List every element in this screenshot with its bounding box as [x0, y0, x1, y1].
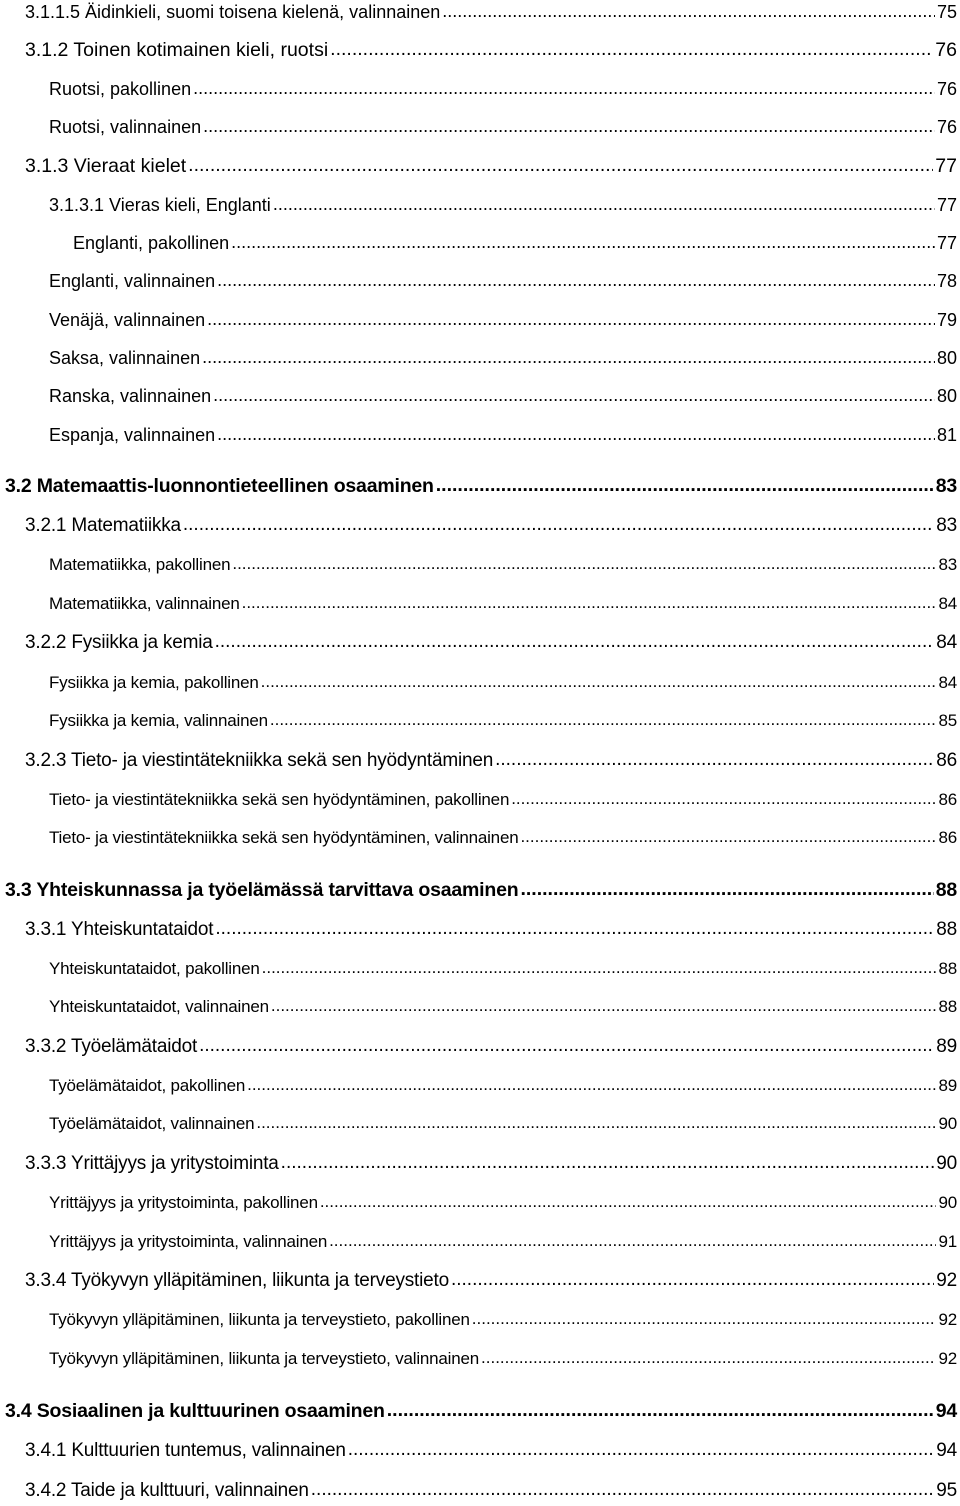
toc-entry[interactable] — [25, 919, 957, 942]
toc-entry[interactable] — [49, 828, 957, 848]
toc-entry-title: Espanja, valinnainen — [49, 425, 216, 445]
dot-leader — [520, 878, 933, 898]
toc-entry[interactable] — [25, 155, 957, 178]
toc-entry[interactable] — [49, 1310, 957, 1330]
toc-entry-page: 94 — [936, 1440, 957, 1461]
toc-entry-title: 3.2.3 Tieto- ja viestintätekniikka sekä sen hyödyntäminen — [25, 750, 494, 771]
toc-entry-title: 3.2.2 Fysiikka ja kemia — [25, 632, 213, 653]
dot-leader — [193, 78, 935, 96]
dot-leader — [183, 514, 934, 533]
toc-entry-page: 88 — [938, 959, 957, 978]
toc-entry[interactable] — [25, 1480, 957, 1503]
toc-entry[interactable] — [5, 879, 957, 902]
dot-leader — [199, 1035, 934, 1054]
toc-entry[interactable] — [49, 711, 957, 731]
toc-entry-title: 3.3.2 Työelämätaidot — [25, 1036, 198, 1057]
toc-entry-title: Yrittäjyys ja yritystoiminta, valinnainen — [49, 1232, 328, 1251]
dot-leader — [262, 958, 937, 975]
toc-entry-page: 78 — [936, 271, 957, 291]
dot-leader — [232, 554, 936, 571]
toc-entry[interactable] — [73, 233, 957, 255]
dot-leader — [203, 116, 935, 134]
toc-entry-page: 75 — [936, 2, 957, 22]
toc-entry-page: 83 — [936, 515, 957, 536]
toc-entry[interactable] — [49, 1232, 957, 1252]
dot-leader — [217, 270, 935, 288]
dot-leader — [273, 194, 935, 212]
toc-entry-page: 92 — [936, 1270, 957, 1291]
toc-entry-title: Ruotsi, valinnainen — [49, 117, 202, 137]
toc-entry-title: 3.3.1 Yhteiskuntataidot — [25, 919, 214, 940]
toc-entry-page: 80 — [936, 386, 957, 406]
toc-entry-title: Yrittäjyys ja yritystoiminta, pakollinen — [49, 1193, 318, 1212]
toc-entry-title: 3.4 Sosiaalinen ja kulttuurinen osaaminen — [5, 1400, 385, 1422]
toc-entry[interactable] — [49, 1114, 957, 1134]
toc-entry-page: 83 — [935, 475, 957, 497]
dot-leader — [270, 710, 937, 727]
dot-leader — [311, 1479, 934, 1498]
toc-entry-page: 77 — [935, 155, 957, 177]
toc-entry-page: 80 — [936, 348, 957, 368]
toc-entry[interactable] — [49, 1193, 957, 1213]
toc-entry-title: Matematiikka, valinnainen — [49, 594, 240, 613]
dot-leader — [215, 631, 935, 650]
dot-leader — [271, 996, 937, 1013]
toc-entry-page: 76 — [935, 39, 957, 61]
toc-entry[interactable] — [49, 117, 957, 139]
toc-entry-page: 77 — [936, 195, 957, 215]
dot-leader — [207, 309, 935, 327]
toc-entry-page: 77 — [936, 233, 957, 253]
toc-entry[interactable] — [5, 475, 957, 498]
dot-leader — [436, 474, 934, 494]
dot-leader — [348, 1439, 935, 1458]
toc-entry[interactable] — [25, 39, 957, 62]
dot-leader — [242, 593, 937, 610]
toc-entry-title: 3.2 Matemaattis-luonnontieteellinen osaaminen — [5, 475, 434, 497]
toc-entry[interactable] — [49, 997, 957, 1017]
toc-entry-title: Ruotsi, pakollinen — [49, 79, 192, 99]
toc-entry-page: 90 — [936, 1153, 957, 1174]
toc-entry-page: 84 — [936, 632, 957, 653]
toc-entry[interactable] — [25, 632, 957, 655]
toc-entry-title: 3.3.3 Yrittäjyys ja yritystoiminta — [25, 1153, 279, 1174]
toc-entry-page: 89 — [936, 1036, 957, 1057]
toc-entry-title: Tieto- ja viestintätekniikka sekä sen hyödyntäminen, valinnainen — [49, 828, 519, 847]
toc-entry[interactable] — [49, 555, 957, 575]
toc-entry-page: 83 — [938, 555, 957, 574]
dot-leader — [511, 789, 936, 806]
dot-leader — [281, 1152, 935, 1171]
dot-leader — [442, 1, 935, 19]
dot-leader — [451, 1269, 934, 1288]
toc-entry-page: 76 — [936, 117, 957, 137]
toc-entry-page: 86 — [938, 790, 957, 809]
toc-entry-title: Fysiikka ja kemia, pakollinen — [49, 673, 259, 692]
toc-entry-title: 3.2.1 Matematiikka — [25, 515, 181, 536]
toc-entry[interactable] — [49, 959, 957, 979]
toc-entry-title: Englanti, pakollinen — [73, 233, 230, 253]
dot-leader — [188, 154, 933, 174]
toc-entry-page: 88 — [935, 879, 957, 901]
toc-entry-page: 90 — [938, 1114, 957, 1133]
toc-entry-page: 79 — [936, 310, 957, 330]
dot-leader — [202, 347, 935, 365]
toc-entry-title: Venäjä, valinnainen — [49, 310, 206, 330]
dot-leader — [247, 1075, 936, 1092]
dot-leader — [231, 232, 935, 250]
dot-leader — [495, 749, 934, 768]
toc-entry-page: 92 — [938, 1310, 957, 1329]
toc-entry[interactable] — [49, 386, 957, 408]
toc-entry[interactable] — [49, 79, 957, 101]
dot-leader — [481, 1348, 936, 1365]
toc-entry-page: 84 — [938, 594, 957, 613]
toc-entry[interactable] — [49, 195, 957, 217]
toc-entry[interactable] — [49, 594, 957, 614]
toc-entry-page: 88 — [938, 997, 957, 1016]
toc-entry-page: 85 — [938, 711, 957, 730]
toc-entry-title: Saksa, valinnainen — [49, 348, 201, 368]
toc-entry-title: Työkyvyn ylläpitäminen, liikunta ja terveystieto, valinnainen — [49, 1349, 480, 1368]
dot-leader — [329, 1231, 936, 1248]
dot-leader — [215, 918, 934, 937]
toc-entry[interactable] — [25, 1036, 957, 1059]
toc-entry-title: 3.3 Yhteiskunnassa ja työelämässä tarvittava osaaminen — [5, 879, 519, 901]
dot-leader — [213, 385, 935, 403]
toc-entry[interactable] — [25, 1440, 957, 1463]
dot-leader — [472, 1309, 937, 1326]
toc-entry[interactable] — [49, 1076, 957, 1096]
dot-leader — [387, 1399, 934, 1419]
toc-entry-title: 3.1.1.5 Äidinkieli, suomi toisena kielenä, valinnainen — [25, 2, 441, 22]
toc-entry-page: 89 — [938, 1076, 957, 1095]
toc-entry-title: Työelämätaidot, pakollinen — [49, 1076, 246, 1095]
toc-entry-page: 86 — [938, 828, 957, 847]
toc-entry[interactable] — [25, 750, 957, 773]
dot-leader — [256, 1113, 936, 1130]
toc-entry-page: 76 — [936, 79, 957, 99]
toc-entry[interactable] — [49, 673, 957, 693]
toc-entry-title: Fysiikka ja kemia, valinnainen — [49, 711, 268, 730]
toc-entry-title: Työelämätaidot, valinnainen — [49, 1114, 255, 1133]
toc-entry-page: 88 — [936, 919, 957, 940]
toc-entry-title: Ranska, valinnainen — [49, 386, 212, 406]
toc-entry-page: 81 — [936, 425, 957, 445]
toc-entry-title: 3.1.2 Toinen kotimainen kieli, ruotsi — [25, 39, 329, 61]
toc-entry-page: 90 — [938, 1193, 957, 1212]
toc-entry-title: 3.3.4 Työkyvyn ylläpitäminen, liikunta ja terveystieto — [25, 1270, 449, 1291]
dot-leader — [330, 38, 933, 58]
toc-entry-title: 3.1.3 Vieraat kielet — [25, 155, 187, 177]
toc-entry-title: Yhteiskuntataidot, valinnainen — [49, 997, 269, 1016]
toc-entry[interactable] — [5, 1400, 957, 1423]
dot-leader — [217, 424, 935, 442]
toc-entry-title: Englanti, valinnainen — [49, 271, 216, 291]
toc-entry[interactable] — [49, 1349, 957, 1369]
dot-leader — [320, 1192, 937, 1209]
toc-entry[interactable] — [25, 515, 957, 538]
toc-entry-page: 84 — [938, 673, 957, 692]
toc-entry-page: 94 — [935, 1400, 957, 1422]
toc-entry[interactable] — [49, 310, 957, 332]
toc-entry-page: 86 — [936, 750, 957, 771]
toc-entry-title: Tieto- ja viestintätekniikka sekä sen hyödyntäminen, pakollinen — [49, 790, 510, 809]
toc-entry[interactable] — [25, 1270, 957, 1293]
toc-entry[interactable] — [49, 348, 957, 370]
toc-entry[interactable] — [49, 425, 957, 447]
toc-entry-title: Yhteiskuntataidot, pakollinen — [49, 959, 260, 978]
toc-entry-page: 95 — [936, 1480, 957, 1501]
toc-entry-title: Työkyvyn ylläpitäminen, liikunta ja terveystieto, pakollinen — [49, 1310, 470, 1329]
dot-leader — [520, 827, 936, 844]
dot-leader — [261, 672, 937, 689]
toc-entry-page: 92 — [938, 1349, 957, 1368]
toc-entry-title: 3.1.3.1 Vieras kieli, Englanti — [49, 195, 271, 215]
toc-entry[interactable] — [25, 1153, 957, 1176]
toc-entry-title: Matematiikka, pakollinen — [49, 555, 231, 574]
toc-entry-page: 91 — [938, 1232, 957, 1251]
toc-entry-title: 3.4.1 Kulttuurien tuntemus, valinnainen — [25, 1440, 346, 1461]
toc-entry[interactable] — [25, 2, 957, 24]
toc-entry[interactable] — [49, 271, 957, 293]
toc-entry-title: 3.4.2 Taide ja kulttuuri, valinnainen — [25, 1480, 309, 1501]
toc-entry[interactable] — [49, 790, 957, 810]
